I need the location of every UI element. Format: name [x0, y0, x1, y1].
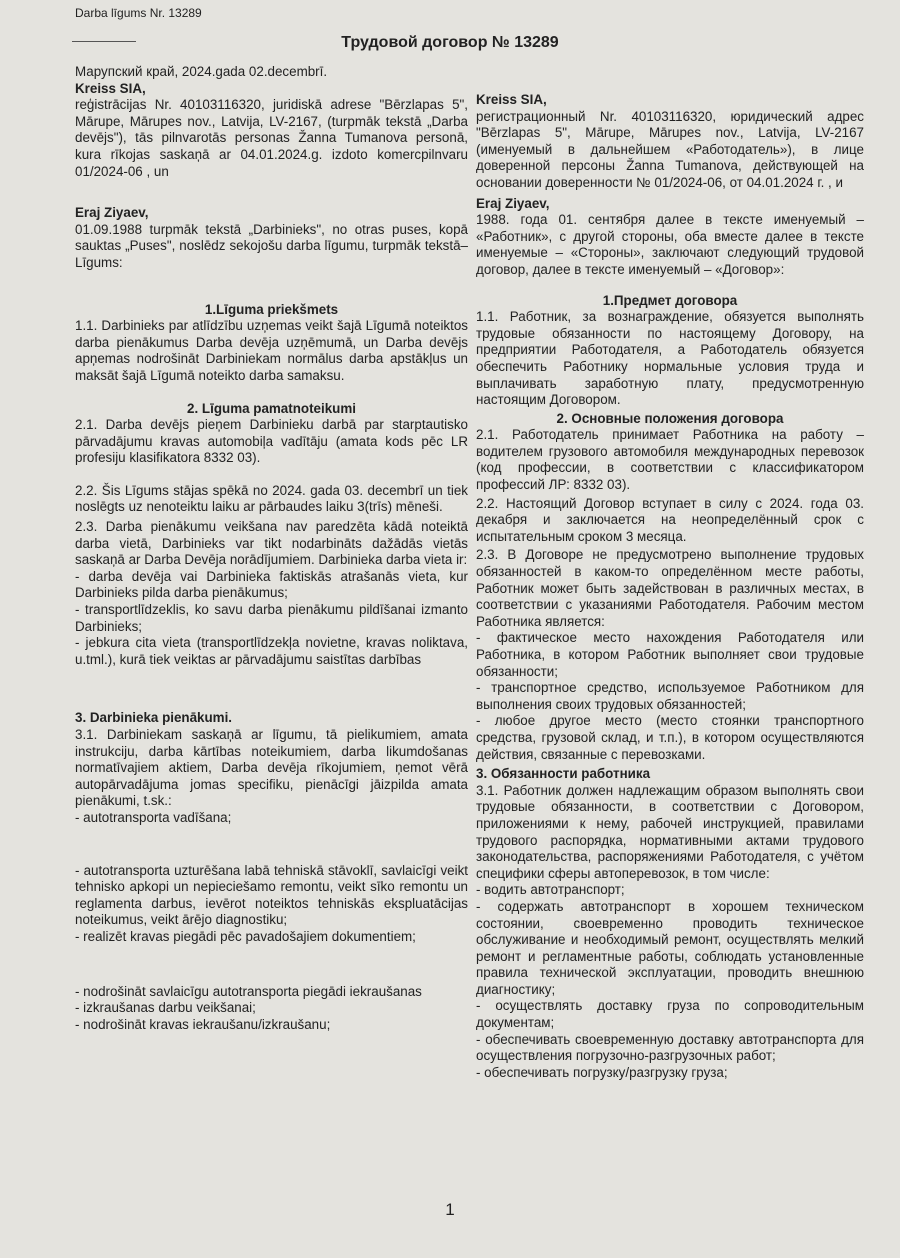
section-3-title: 3. Darbinieka pienākumi. — [75, 710, 233, 726]
clause-3-1-item: - содержать автотранспорт в хорошем техническом состоянии, своевременно проводить техническое обслуживание и необходимый ремонт, осуществлять мелкий ремонт и регламентные работы, соблюдать установленные правила технической эксплуатации, проводить внешнюю диагностику; — [476, 898, 864, 997]
clause-3-1-item: - осуществлять доставку груза по сопроводительным документам; — [476, 998, 864, 1031]
employer-description: регистрационный Nr. 40103116320, юридический адрес "Bērzlapas 5", Mārupe, Mārupes nov., Latvija, LV-2167 (именуемый в дальнейшем «Работодатель»), в лице доверенной персоны Žanna Tumanova, действующей на основании доверенности № 01/2024-06, от 04.01.2024 г. , и — [476, 108, 864, 190]
clause-3-1-item: - водить автотранспорт; — [476, 882, 625, 898]
clause-2-1: 2.1. Работодатель принимает Работника на работу – водителем грузового автомобиля международных перевозок (код профессии, в соответствии с классификатором профессий ЛР: 8332 03). — [476, 427, 864, 493]
clause-2-3-item: - транспортное средство, используемое Работником для выполнения своих трудовых обязанностей; — [476, 680, 864, 712]
employer-description: reģistrācijas Nr. 40103116320, juridiskā adrese "Bērzlapas 5", Mārupe, Mārupes nov., Latvija, LV-2167, (turpmāk tekstā „Darba devējs"), tās pilnvarotās personas Žanna Tumanova personā, kura rīkojas saskaņā ar 04.01.2024.g. izdoto komercpilnvaru 01/2024-06 , un — [75, 97, 468, 179]
clause-2-2: 2.2. Настоящий Договор вступает в силу с 2024. года 03. декабря и заключается на неопределённый срок с испытательным сроком 3 месяца. — [476, 495, 864, 544]
clause-2-3-item: - фактическое место нахождения Работодателя или Работника, в котором Работник выполняет свои трудовые обязанности; — [476, 630, 864, 679]
clause-3-1-item: - nodrošināt savlaicīgu autotransporta piegādi iekraušanas — [75, 983, 422, 999]
clause-1-1: 1.1. Работник, за вознаграждение, обязуется выполнять трудовые обязанности по настоящему Договору, на предприятии Работодателя, а Работодатель обязуется обеспечить Работнику нормальные условия труда и выплачивать заработную плату, предусмотренную настоящим Договором. — [476, 309, 864, 408]
employee-description: 1988. года 01. сентября далее в тексте именуемый – «Работник», с другой стороны, оба вместе далее в тексте именуемые – «Стороны», заключают следующий трудовой договор, далее в тексте именуемый – «Договор»: — [476, 212, 864, 277]
clause-2-3: 2.3. Darba pienākumu veikšana nav paredzēta kādā noteiktā darba vietā, Darbinieks var tikt nodarbināts dažādās vietās saskaņā ar Darba Devēja norādījumiem. Darbinieka darba vieta ir: — [75, 519, 468, 568]
clause-3-1-item: - autotransporta vadīšana; — [75, 809, 232, 825]
clause-3-1: 3.1. Darbiniekam saskaņā ar līgumu, tā pielikumiem, amata instrukciju, darba kārtības noteikumiem, darba likumdošanas normatīvajiem aktiem, Darba devēja rīkojumiem, ņemot vērā autopārvadājuma jomas specifiku, pienācīgi jāizpilda amata pienākumi, t.sk.: — [75, 727, 468, 809]
clause-1-1: 1.1. Darbinieks par atlīdzību uzņemas veikt šajā Līgumā noteiktos darba pienākumus Darba devēja uzņēmumā, un Darba devējs apņemas nodrošināt Darbiniekam normālus darba apstākļus un maksāt šajā Līgumā noteikto darba samaksu. — [75, 318, 468, 383]
page-number: 1 — [445, 1200, 455, 1219]
employee-name: Eraj Ziyaev, — [75, 205, 149, 221]
section-1-title: 1.Предмет договора — [602, 292, 738, 308]
clause-3-1-item: - обеспечивать погрузку/разгрузку груза; — [476, 1064, 728, 1080]
russian-column — [476, 92, 864, 1081]
clause-2-1: 2.1. Darba devējs pieņem Darbinieku darbā par starptautisko pārvadājumu kravas automobiļa vadītāju (amata kods pēc LR profesiju klasifikatora 8332 03). — [75, 417, 468, 466]
clause-2-2: 2.2. Šis Līgums stājas spēkā no 2024. gada 03. decembrī un tiek noslēgts uz nenoteiktu laiku ar pārbaudes laiku 3(trīs) mēneši. — [75, 482, 468, 515]
clause-2-3-item: - darba devēja vai Darbinieka faktiskās atrašanās vieta, kur Darbinieks pilda darba pienākumus; — [75, 568, 468, 601]
clause-3-1: 3.1. Работник должен надлежащим образом выполнять свои трудовые обязанности, в соответствии с Договором, приложениями к нему, рабочей инструкцией, правилами трудового распорядка, нормативными актами трудового законодательства, распоряжениями Работодателя, с учётом специфики сферы автоперевозок, в том числе: — [476, 782, 864, 881]
clause-2-3-item: - transportlīdzeklis, ko savu darba pienākumu pildīšanai izmanto Darbinieks; — [75, 602, 468, 634]
place-date: Марупский край, 2024.gada 02.decembrī. — [75, 64, 328, 79]
employer-name: Kreiss SIA, — [476, 92, 547, 107]
section-2-title: 2. Основные положения договора — [556, 410, 784, 426]
document-title: Трудовой договор № 13289 — [341, 34, 559, 51]
clause-3-1-item: - realizēt kravas piegādi pēc pavadošajiem dokumentiem; — [75, 928, 416, 944]
clause-2-3-item: - любое другое место (место стоянки транспортного средства, грузовой склад, и т.п.), в котором осуществляются действия, связанные с перевозками. — [476, 713, 864, 762]
employee-name: Eraj Ziyaev, — [476, 195, 550, 211]
section-3-title: 3. Обязанности работника — [476, 766, 651, 782]
employer-name: Kreiss SIA, — [75, 80, 146, 96]
document-reference: Darba līgums Nr. 13289 — [75, 6, 202, 20]
section-2-title: 2. Līguma pamatnoteikumi — [187, 400, 356, 416]
clause-3-1-item: - обеспечивать своевременную доставку автотранспорта для осуществления погрузочно-разгрузочных работ; — [476, 1031, 864, 1064]
clause-2-3: 2.3. В Договоре не предусмотрено выполнение трудовых обязанностей в каком-то определённом месте работы, Работник может быть задействован в различных местах, в соответствии с указаниями Работодателя. Рабочим местом Работника является: — [476, 547, 864, 629]
latvian-column — [75, 64, 468, 1033]
clause-3-1-item: - autotransporta uzturēšana labā tehniskā stāvoklī, savlaicīgi veikt tehnisko apkopi un nepieciešamo remontu, veikt sīko remontu un reglamenta darbus, ievērot noteiktos tehniskās ekspluatācijas noteikumus, veikt ārējo diagnostiku; — [75, 862, 468, 928]
clause-3-1-item: - izkraušanas darbu veikšanai; — [75, 1000, 256, 1016]
clause-2-3-item: - jebkura cita vieta (transportlīdzekļa novietne, kravas noliktava, u.tml.), kurā tiek veiktas ar pārvadājumu saistītas darbības — [75, 635, 468, 667]
section-1-title: 1.Līguma priekšmets — [204, 301, 339, 317]
clause-3-1-item: - nodrošināt kravas iekraušanu/izkraušanu; — [75, 1016, 331, 1032]
employee-description: 01.09.1988 turpmāk tekstā „Darbinieks", no otras puses, kopā sauktas „Puses", noslēdz sekojošu darba līgumu, turpmāk tekstā– Līgums: — [75, 221, 468, 270]
